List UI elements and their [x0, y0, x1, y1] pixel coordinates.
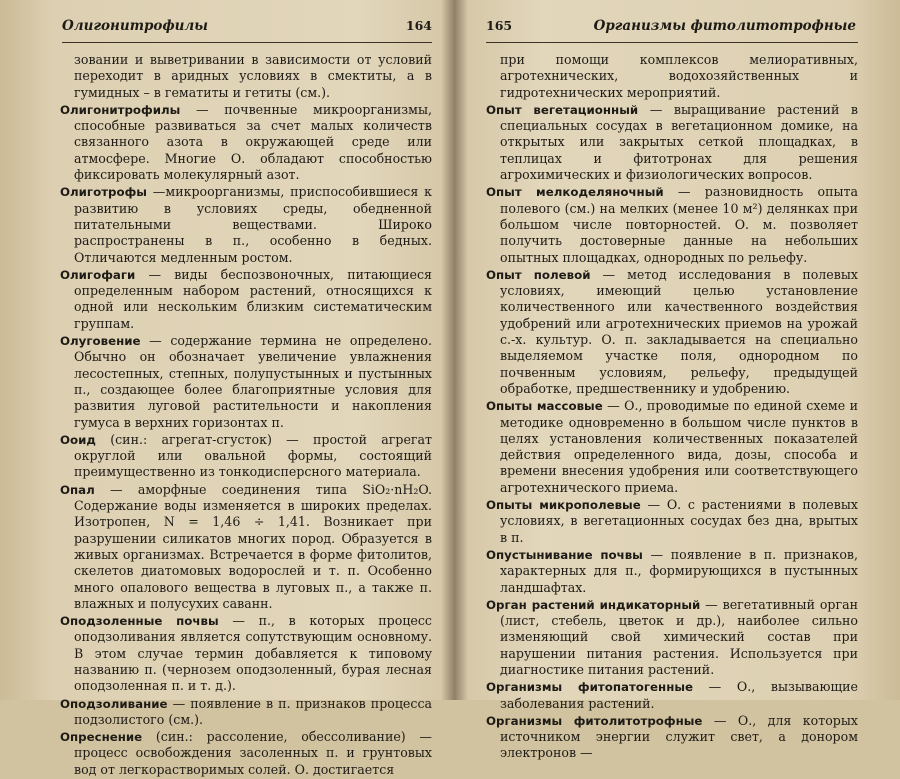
entry-term: Орган растений индикаторный — [486, 597, 701, 612]
header-rule-left — [62, 42, 432, 43]
running-header-left — [62, 18, 432, 42]
entry-continuation: при помощи комплексов мелиоративных, агротехнических, водохозяйственных и гидротехнических мероприятий. — [500, 52, 858, 100]
entry-text: — вегетативный орган (лист, стебель, цветок и др.), наиболее сильно изменяющий свой химический состав при нарушении питания растения. Используется при диагностике питания растений. — [500, 596, 858, 677]
entry-opyty-mikropolevye — [486, 497, 858, 546]
entry-opresnenie — [60, 729, 432, 778]
entry-term: Опреснение — [60, 730, 143, 745]
entry-organ-rastenij-indikatornyj — [486, 597, 858, 678]
running-header-right — [486, 18, 856, 42]
entry-oligonitrofily — [60, 102, 432, 183]
entry-text: (син.: агрегат-сгусток) — простой агрегат округлой или овальной формы, состоящий преимущественно из тонкодисперсного материала. — [74, 431, 432, 480]
entry-term: Организмы фитолитотрофные — [486, 713, 703, 728]
entry-text: — О., проводимые по единой схеме и методике одновременно в большом числе пунктов в целях установления количественных показателей действия определенного вида, дозы, способа и времени внесения удобрения или соответствующего агротехнического приема. — [500, 398, 858, 495]
entry-opyt-melkodelyanochnyj — [486, 184, 858, 265]
left-page-body — [60, 52, 432, 779]
entry-opyt-polevoj — [486, 267, 858, 397]
right-page-body — [486, 52, 858, 763]
entry-text: — виды беспозвоночных, питающиеся определенным набором растений, относящихся к одной или нескольким близким систематическим группам. — [74, 266, 432, 331]
entry-text: — выращивание растений в специальных сосудах в вегетационном домике, на открытых или закрытых сеткой площадках, в теплицах и фитотронах для решения агрохимических и физиологических вопросов. — [500, 101, 859, 183]
entry-oligotrofy — [60, 184, 432, 265]
entry-text: — О. с растениями в полевых условиях, в вегетационных сосудах без дна, врытых в п. — [500, 497, 858, 545]
entry-term: Опыты микрополевые — [486, 498, 641, 513]
right-page — [462, 0, 900, 761]
entry-text: — почвенные микроорганизмы, способные развиваться за счет малых количеств связанного азота в окружающей среде или атмосфере. Многие О. обладают способностью фиксировать молекулярный азот. — [74, 101, 432, 183]
header-title-left: Олигонитрофилы — [62, 18, 209, 34]
entry-opyty-massovye — [486, 398, 858, 496]
entry-text: — содержание термина не определено. Обычно он обозначает увеличение увлажнения лесостепных, степных, полупустынных и пустынных п., создающее более благоприятные условия для развития луговой растительности и накопления гумуса в верхних горизонтах п. — [74, 333, 432, 430]
entry-opal — [60, 482, 432, 612]
entry-term: Олигонитрофилы — [60, 102, 181, 117]
entry-term: Оподзоливание — [60, 696, 168, 711]
entry-opodzolennye-pochvy — [60, 613, 432, 694]
entry-olugovenie — [60, 333, 432, 431]
entry-continuation: зовании и выветривании в зависимости от условий переходит в аридных условиях в смектиты, а в гумидных – в гематиты и гетиты (см.). — [74, 52, 432, 100]
entry-term: Опал — [60, 482, 95, 497]
entry-term: Опыт мелкоделяночный — [486, 185, 664, 200]
entry-term: Ооид — [60, 432, 96, 447]
entry-term: Олуговение — [60, 334, 141, 349]
entry-opustynivanie-pochvy — [486, 547, 858, 596]
entry-term: Опыт полевой — [486, 267, 591, 282]
entry-ooid — [60, 432, 432, 481]
entry-term: Олиготрофы — [60, 185, 147, 200]
entry-term: Олигофаги — [60, 267, 136, 282]
entry-term: Опыт вегетационный — [486, 102, 639, 117]
entry-organizmy-fitopatogennye — [486, 679, 858, 712]
entry-text: — п., в которых процесс оподзоливания является сопутствующим основному. В этом случае термин добавляется к типовому названию п. (чернозем оподзоленный, бурая лесная оподзоленная п. и т. д.). — [74, 613, 432, 694]
page-number-left: 164 — [405, 18, 432, 33]
entry-organizmy-fitolitotrofnye — [486, 713, 858, 762]
entry-term: Оподзоленные почвы — [60, 614, 219, 629]
entry-opyt-vegetacionnyj — [486, 102, 858, 183]
page-number-right: 165 — [486, 18, 513, 33]
entry-text: — метод исследования в полевых условиях, имеющий целью установление количественного или качественного воздействия удобрений или агротехнических приемов на урожай с.-х. культур. О. п. закладывается на специально выделяемом участке поля, однородном по почвенным условиям, рельефу, предыдущей обработке, предшественнику и удобрению. — [500, 266, 858, 396]
header-rule-right — [486, 42, 858, 43]
entry-text: — О., вызывающие заболевания растений. — [500, 679, 858, 711]
entry-text: — появление в п. признаков процесса подзолистого (см.). — [74, 695, 432, 727]
header-title-right: Организмы фитолитотрофные — [593, 18, 856, 34]
entry-text: — разновидность опыта полевого (см.) на мелких (менее 10 м²) делянках при большом числе повторностей. О. м. позволяет получить достоверные данные на небольших опытных площадках, однородных по рельефу. — [500, 184, 858, 265]
entry-oligofagi — [60, 267, 432, 332]
entry-term: Опустынивание почвы — [486, 547, 643, 562]
entry-term: Опыты массовые — [486, 399, 603, 414]
entry-term: Организмы фитопатогенные — [486, 680, 694, 695]
entry-text: —микроорганизмы, приспособившиеся к развитию в условиях среды, обедненной питательными веществами. Широко распространены в п., особенно в бедных. Отличаются медленным ростом. — [74, 184, 432, 265]
entry-text: — появление в п. признаков, характерных для п., формирующихся в пустынных ландшафтах. — [500, 546, 858, 595]
entry-text: (син.: рассоление, обессоливание) — процесс освобождения засоленных п. и грунтовых вод от легкорастворимых солей. О. достигается — [74, 729, 432, 777]
entry-text: — аморфные соединения типа SiO₂·nH₂O. Содержание воды изменяется в широких пределах. Изотропен, N = 1,46 ÷ 1,41. Возникает при разрушении силикатов многих пород. Образуется в живых организмах. Встречается в форме фитолитов, скелетов диатомовых водорослей и т. п. Особенно много опалового вещества в луговых п., а также п. влажных и полусухих саванн. — [74, 481, 432, 611]
entry-opodzolivanie — [60, 696, 432, 729]
entry-text: — О., для которых источником энергии служит свет, а донором электронов — — [500, 712, 858, 761]
